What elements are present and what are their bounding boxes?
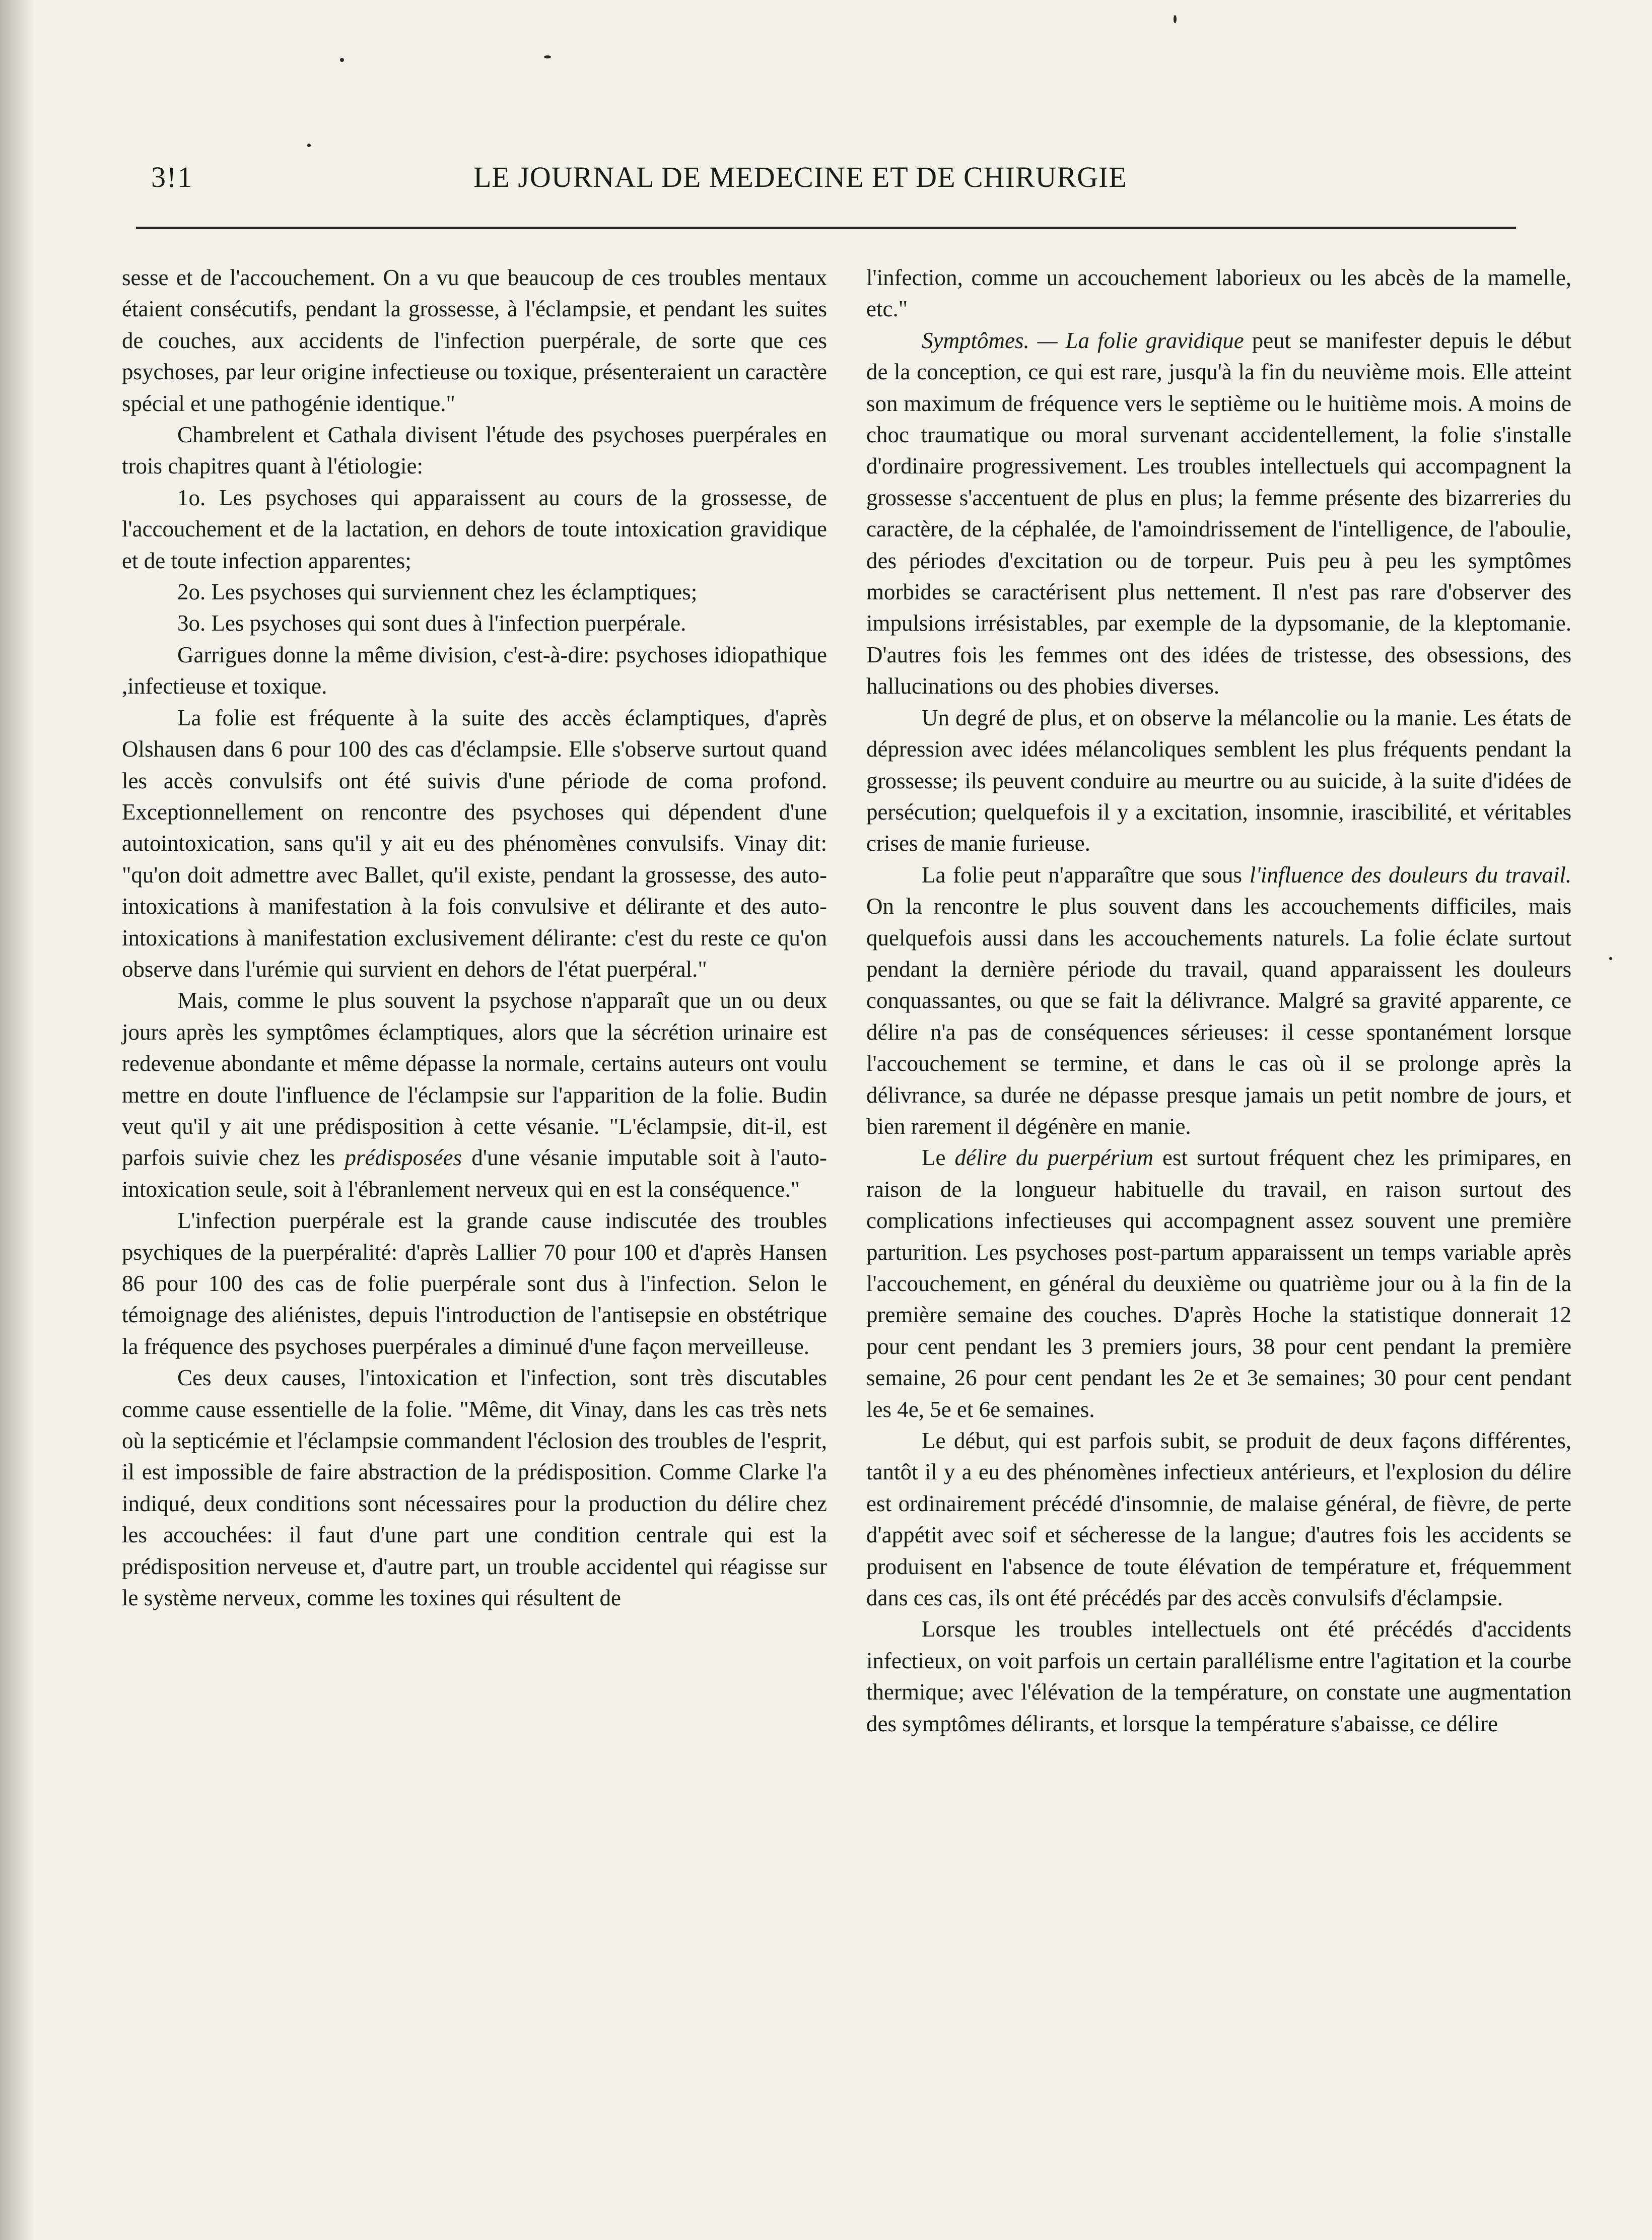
- paragraph: l'infection, comme un accouchement laborieux ou les abcès de la mamelle, etc.": [866, 265, 1571, 322]
- ink-speck: [1174, 15, 1177, 23]
- left-column: [122, 262, 827, 1613]
- text-run: est surtout fréquent chez les primipares, en raison de la longueur habituelle du travail, en raison surtout des complications infectieuses qui accompagnent assez souvent une première parturition. Les psychoses post-partum apparaissent un temps variable après l'accouchement, en général du deuxième ou quatrième jour ou à la fin de la première semaine des couches. D'après Hoche la statistique donnerait 12 pour cent pendant les 3 premiers jours, 38 pour cent pendant la première semaine, 26 pour cent pendant les 2e et 3e semaines; 30 pour cent pendant les 4e, 5e et 6e semaines.: [866, 1145, 1571, 1422]
- page-number: 3!1: [151, 161, 193, 193]
- page-header: [151, 160, 1511, 216]
- paragraph: [866, 1142, 1571, 1425]
- text-run: Mais, comme le plus souvent la psychose n'apparaît que un ou deux jours après les symptômes éclamptiques, alors que la sécrétion urinaire est redevenue abondante et même dépasse la normale, certains auteurs ont voulu mettre en doute l'influence de l'éclampsie sur l'apparition de la folie. Budin veut qu'il y ait une prédisposition à cette vésanie. "L'éclampsie, dit-il, est parfois suivie chez les: [122, 988, 827, 1171]
- list-item: 1o. Les psychoses qui apparaissent au cours de la grossesse, de l'accouchement et de la lactation, en dehors de toute intoxication gravidique et de toute infection apparentes;: [122, 485, 827, 573]
- paragraph: [866, 325, 1571, 702]
- ink-speck: [340, 58, 344, 62]
- page-edge-shadow: [0, 0, 35, 2240]
- text-run: La folie peut n'apparaître que sous: [922, 862, 1250, 888]
- paragraph: L'infection puerpérale est la grande cause indiscutée des troubles psychiques de la puerpéralité: d'après Lallier 70 pour 100 et d'après Hansen 86 pour 100 des cas de folie puerpérale sont dus à l'infection. Selon le témoignage des aliénistes, depuis l'introduction de l'antisepsie en obstétrique la fréquence des psychoses puerpérales a diminué d'une façon merveilleuse.: [122, 1208, 827, 1359]
- text-run: Le: [922, 1145, 955, 1171]
- paragraph: La folie est fréquente à la suite des accès éclamptiques, d'après Olshausen dans 6 pour 100 des cas d'éclampsie. Elle s'observe surtout quand les accès convulsifs ont été suivis d'une période de coma profond. Exceptionnellement on rencontre des psychoses qui dépendent d'une autointoxication, sans qu'il y ait eu des phénomènes convulsifs. Vinay dit: "qu'on doit admettre avec Ballet, qu'il existe, pendant la grossesse, des auto-intoxications à manifestation à la fois convulsive et délirante et des auto-intoxications à manifestation exclusivement délirante: c'est du reste ce qu'on observe dans l'urémie qui survient en dehors de l'état puerpéral.": [122, 705, 827, 982]
- ink-speck: [1609, 957, 1612, 960]
- italic-term: délire du puerpérium: [954, 1145, 1153, 1171]
- ink-speck: [544, 55, 551, 58]
- paragraph: Lorsque les troubles intellectuels ont été précédés d'accidents infectieux, on voit parfois un certain parallélisme entre l'agitation et la courbe thermique; avec l'élévation de la température, on constate une augmentation des symptômes délirants, et lorsque la température s'abaisse, ce délire: [866, 1616, 1571, 1736]
- paragraph: Chambrelent et Cathala divisent l'étude des psychoses puerpérales en trois chapitres quant à l'étiologie:: [122, 422, 827, 479]
- paragraph: sesse et de l'accouchement. On a vu que beaucoup de ces troubles mentaux étaient consécutifs, pendant la grossesse, à l'éclampsie, et pendant les suites de couches, aux accidents de l'infection puerpérale, de sorte que ces psychoses, par leur origine infectieuse ou toxique, présenteraient un caractère spécial et une pathogénie identique.": [122, 265, 827, 416]
- paragraph: [122, 985, 827, 1205]
- paragraph: Le début, qui est parfois subit, se produit de deux façons différentes, tantôt il y a eu des phénomènes infectieux antérieurs, et l'explosion du délire est ordinairement précédé d'insomnie, de malaise général, de fièvre, de perte d'appétit avec soif et sécheresse de la langue; d'autres fois les accidents se produisent en l'absence de toute élévation de température et, fréquemment dans ces cas, ils ont été précédés par des accès convulsifs d'éclampsie.: [866, 1428, 1571, 1611]
- paragraph: Ces deux causes, l'intoxication et l'infection, sont très discutables comme cause essentielle de la folie. "Même, dit Vinay, dans les cas très nets où la septicémie et l'éclampsie commandent l'éclosion des troubles de l'esprit, il est impossible de faire abstraction de la prédisposition. Comme Clarke l'a indiqué, deux conditions sont nécessaires pour la production du délire chez les accouchées: il faut d'une part une condition centrale qui est la prédisposition nerveuse et, d'autre part, un trouble accidentel qui réagisse sur le système nerveux, comme les toxines qui résultent de: [122, 1365, 827, 1611]
- paragraph: Garrigues donne la même division, c'est-à-dire: psychoses idiopathique ,infectieuse et toxique.: [122, 642, 827, 699]
- header-rule: [136, 227, 1516, 229]
- text-run: d'une vésanie imputable soit à l'auto-intoxication seule, soit à l'ébranlement nerveux qui en est la conséquence.": [122, 1145, 827, 1202]
- paragraph: Un degré de plus, et on observe la mélancolie ou la manie. Les états de dépression avec idées mélancoliques semblent les plus fréquents pendant la grossesse; ils peuvent conduire au meurtre ou au suicide, à la suite d'idées de persécution; quelquefois il y a excitation, insomnie, irascibilité, et véritables crises de manie furieuse.: [866, 705, 1571, 856]
- text-run: peut se manifester depuis le début de la conception, ce qui est rare, jusqu'à la fin du neuvième mois. Elle atteint son maximum de fréquence vers le septième ou le huitième mois. A moins de choc traumatique ou moral survenant accidentellement, la folie s'installe d'ordinaire progressivement. Les troubles intellectuels qui accompagnent la grossesse s'accentuent de plus en plus; la femme présente des bizarreries du caractère, de la céphalée, de l'amoindrissement de l'intelligence, de l'aboulie, des périodes d'excitation ou de torpeur. Puis peu à peu les symptômes morbides se caractérisent plus nettement. Il n'est pas rare d'observer des impulsions irrésistables, par exemple de la dypsomanie, de la kleptomanie. D'autres fois les femmes ont des idées de tristesse, des obsessions, des hallucinations ou des phobies diverses.: [866, 327, 1571, 699]
- italic-term: prédisposées: [345, 1145, 462, 1171]
- list-item: 2o. Les psychoses qui surviennent chez les éclamptiques;: [177, 579, 698, 605]
- italic-term: l'influence des douleurs du travail.: [1249, 862, 1572, 888]
- section-heading: Symptômes. — La folie gravidique: [922, 327, 1244, 353]
- running-title: LE JOURNAL DE MEDECINE ET DE CHIRURGIE: [473, 161, 1127, 193]
- ink-speck: [307, 144, 311, 147]
- text-run: On la rencontre le plus souvent dans les accouchements difficiles, mais quelquefois aussi dans les accouchements naturels. La folie éclate surtout pendant la dernière période du travail, quand apparaissent les douleurs conquassantes, ou que se fait la délivrance. Malgré sa gravité apparente, ce délire n'a pas de conséquences sérieuses: il cesse spontanément lorsque l'accouchement se termine, et dans le cas où il se prolonge après la délivrance, sa durée ne dépasse presque jamais un petit nombre de jours, et bien rarement il dégénère en manie.: [866, 894, 1571, 1139]
- paragraph: [866, 859, 1571, 1142]
- right-column: [866, 262, 1571, 1739]
- list-item: 3o. Les psychoses qui sont dues à l'infection puerpérale.: [177, 610, 686, 636]
